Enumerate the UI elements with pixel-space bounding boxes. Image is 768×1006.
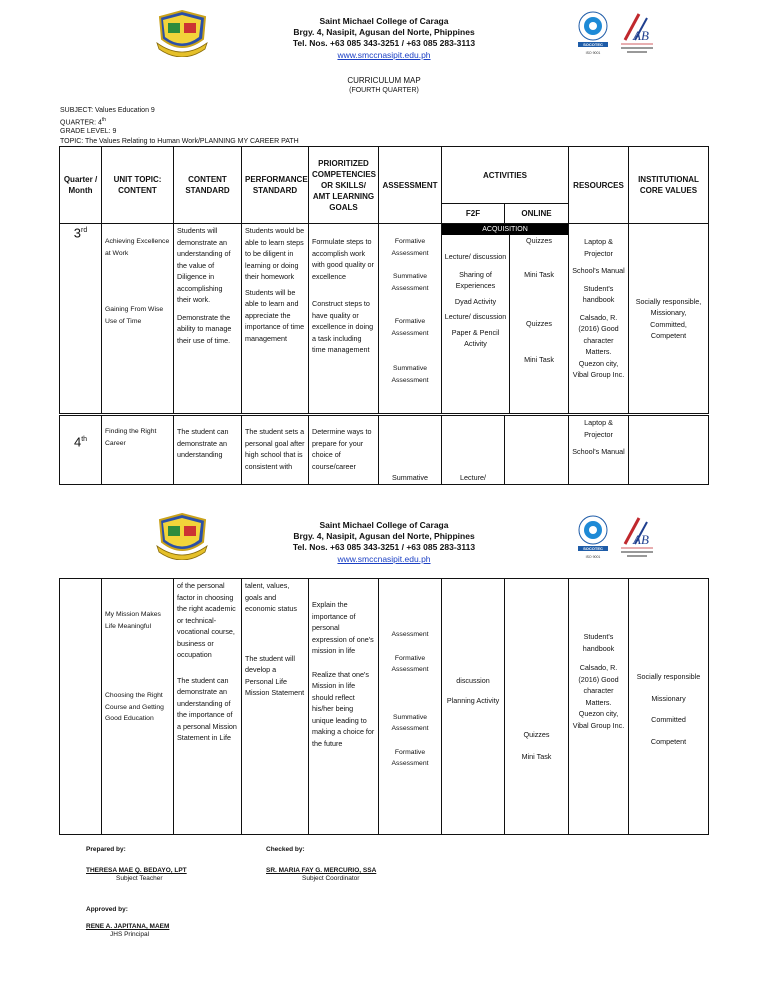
p2-quarter	[60, 579, 102, 835]
p2-content	[174, 579, 242, 835]
q4-core-values	[629, 415, 709, 485]
p2-perf-1: talent, values, goals and economic status	[245, 581, 297, 613]
quarter-4-number: 4	[73, 434, 82, 450]
p2-competencies	[309, 579, 379, 835]
p2-content-1: of the personal factor in choosing the right academic or technical-vocational course, business or occupation	[177, 581, 236, 659]
quarter-line	[60, 116, 106, 127]
pab-logo-page2	[617, 514, 657, 562]
q3-f2f-2: Sharing of Experiences	[455, 269, 496, 290]
p2-f2f-2: Planning Activity	[446, 695, 500, 705]
q3-online	[510, 235, 568, 413]
doc-title: CURRICULUM MAP	[347, 76, 421, 85]
q3-res-2: School's Manual	[572, 266, 625, 275]
q3-assess-3: Formative Assessment	[391, 318, 429, 337]
pab-logo-text: AB	[633, 28, 649, 43]
p2-f2f	[442, 579, 505, 835]
socotec-logo-text-page2: SOCOTEC	[583, 546, 603, 551]
q3-res-4: Calsado, R. (2016) Good character Matters. Quezon city, Vibal Group Inc.	[572, 312, 625, 379]
p2-performance	[242, 579, 309, 835]
q3-topics	[102, 224, 174, 415]
quarter-text: QUARTER: 4	[60, 119, 102, 127]
socotec-logo-sub-page2: ISO 9001	[585, 555, 601, 559]
q3-f2f	[442, 235, 510, 413]
q3-activities	[442, 224, 569, 415]
q3-topic-2: Gaining From Wise Use of Time	[105, 306, 164, 325]
p2-val-2: Missionary	[651, 693, 686, 703]
q4-resources	[569, 415, 629, 485]
q3-comp-2: Construct steps to have quality or excellence in doing a task including time management	[312, 299, 374, 354]
q3-core-values: Socially responsible, Missionary, Committed, Competent	[629, 224, 709, 415]
p2-assess-3: Summative Assessment	[391, 713, 429, 732]
header-activities: ACTIVITIES	[442, 147, 569, 204]
q3-assess-1: Formative Assessment	[391, 238, 429, 257]
doc-subtitle: (FOURTH QUARTER)	[349, 87, 419, 94]
curriculum-table-page1	[59, 146, 709, 485]
p2-comp-1: Explain the importance of personal expression of one's mission in life	[312, 600, 374, 655]
q3-online-4: Mini Task	[524, 354, 554, 364]
q3-resources	[569, 224, 629, 415]
q3-content-2: Demonstrate the ability to manage their use of time.	[177, 312, 232, 345]
p2-core-values	[629, 579, 709, 835]
prepared-signature	[86, 867, 187, 883]
header-f2f: F2F	[442, 204, 505, 224]
school-website-link[interactable]: www.smccnasipit.edu.ph	[337, 50, 431, 60]
q3-perf-2: Students will be able to learn and appreciate the importance of time management	[245, 287, 305, 343]
approved-signature	[86, 923, 169, 939]
school-phones: Tel. Nos. +63 085 343-3251 / +63 085 283-3113	[292, 38, 476, 48]
p2-resources	[569, 579, 629, 835]
q3-assess-2: Summative Assessment	[391, 273, 429, 292]
q3-online-2: Mini Task	[524, 269, 554, 279]
q3-assess-4: Summative Assessment	[391, 365, 429, 384]
q4-performance: The student sets a personal goal after high school that is consistent with	[242, 415, 309, 485]
q3-assessment	[379, 224, 442, 415]
approved-label: Approved by:	[86, 906, 128, 913]
quarter-3-number: 3	[73, 225, 81, 241]
q3-comp-1: Formulate steps to accomplish work with good quality or excellence	[312, 237, 374, 281]
header-resources: RESOURCES	[569, 147, 629, 224]
topic-line: TOPIC: The Values Relating to Human Work/PLANNING MY CAREER PATH	[60, 138, 299, 145]
p2-val-4: Competent	[650, 736, 687, 746]
approved-role: JHS Principal	[110, 931, 150, 938]
pab-logo-text-page2: AB	[633, 532, 649, 547]
socotec-logo-page2	[574, 514, 612, 562]
p2-f2f-1: discussion	[456, 676, 490, 685]
q3-res-1: Laptop & Projector	[584, 237, 613, 258]
quarter-4th	[60, 415, 102, 485]
acquisition-banner: ACQUISITION	[442, 224, 568, 235]
q3-f2f-5: Paper & Pencil Activity	[451, 327, 500, 348]
checked-role: Subject Coordinator	[302, 875, 360, 882]
prepared-name: THERESA MAE Q. BEDAYO, LPT	[86, 867, 187, 874]
p2-val-3: Committed	[651, 715, 686, 724]
grade-line: GRADE LEVEL: 9	[60, 128, 117, 135]
header-performance-standard: PERFORMANCE STANDARD	[242, 147, 309, 224]
socotec-logo-sub: ISO 9001	[585, 51, 601, 55]
q4-topic: Finding the Right Career	[102, 415, 174, 485]
p2-val-1: Socially responsible	[636, 672, 701, 681]
prepared-label: Prepared by:	[86, 846, 126, 853]
p2-topics	[102, 579, 174, 835]
q3-res-3: Student's handbook	[582, 283, 615, 304]
school-address: Brgy. 4, Nasipit, Agusan del Norte, Phippines	[293, 27, 475, 37]
q3-perf-1: Students would be able to learn steps to be diligent in learning or doing their homework	[245, 226, 305, 281]
q3-f2f-1: Lecture/ discussion	[444, 252, 507, 261]
header-core-values: INSTITUTIONAL CORE VALUES	[629, 147, 709, 224]
header-online: ONLINE	[505, 204, 569, 224]
p2-assess-1: Assessment	[391, 631, 429, 638]
curriculum-table-page2	[59, 578, 709, 835]
q3-content	[174, 224, 242, 415]
p2-topic-2: Choosing the Right Course and Getting Good Education	[105, 692, 164, 722]
q3-competencies	[309, 224, 379, 415]
prepared-role: Subject Teacher	[116, 875, 163, 882]
q3-content-1: Students will demonstrate an understanding of the value of Diligence in accomplishing their work.	[177, 226, 231, 304]
p2-content-2: The student can demonstrate an understanding of the importance of a personal Mission Statement in Life	[177, 675, 237, 742]
q3-f2f-3: Dyad Activity	[454, 296, 497, 306]
header-content-standard: CONTENT STANDARD	[174, 147, 242, 224]
header-quarter: Quarter / Month	[60, 147, 102, 224]
p2-assess-4: Formative Assessment	[391, 748, 429, 767]
school-address-page2: Brgy. 4, Nasipit, Agusan del Norte, Phippines	[293, 531, 475, 541]
q4-content: The student can demonstrate an understanding	[174, 415, 242, 485]
quarter-sup: th	[101, 117, 107, 123]
quarter-3-sup: rd	[81, 227, 88, 234]
p2-res-1: Student's handbook	[582, 632, 615, 653]
subject-line: SUBJECT: Values Education 9	[60, 107, 155, 114]
checked-name: SR. MARIA FAY G. MERCURIO, SSA	[266, 867, 377, 874]
q3-online-1: Quizzes	[526, 236, 552, 245]
p2-online-1: Quizzes	[523, 730, 550, 739]
p2-assess-2: Formative Assessment	[391, 654, 429, 673]
school-website-link-page2[interactable]: www.smccnasipit.edu.ph	[337, 554, 431, 564]
header-assessment: ASSESSMENT	[379, 147, 442, 224]
p2-topic-1: My Mission Makes Life Meaningful	[105, 611, 161, 630]
p2-online	[505, 579, 569, 835]
q3-online-3: Quizzes	[526, 319, 552, 328]
q4-assessment: Summative	[379, 415, 442, 485]
checked-label: Checked by:	[266, 846, 305, 853]
q3-f2f-4: Lecture/ discussion	[444, 312, 507, 321]
school-name-page2: Saint Michael College of Caraga	[319, 520, 449, 530]
p2-online-2: Mini Task	[521, 751, 552, 761]
q4-res-1: Laptop & Projector	[584, 418, 613, 439]
header-unit-topic: UNIT TOPIC: CONTENT	[102, 147, 174, 224]
school-phones-page2: Tel. Nos. +63 085 343-3251 / +63 085 283-3113	[292, 542, 476, 552]
p2-comp-2: Realize that one's Mission in life should reflect his/her being unique leading to making a choice for the future	[312, 669, 375, 748]
q3-topic-1: Achieving Excellence at Work	[105, 238, 170, 257]
pab-logo	[617, 10, 657, 58]
quarter-3rd	[60, 224, 102, 415]
school-name: Saint Michael College of Caraga	[319, 16, 449, 26]
quarter-4-sup: th	[81, 436, 88, 443]
q4-competencies: Determine ways to prepare for your choice of course/career	[309, 415, 379, 485]
checked-signature	[266, 867, 376, 883]
socotec-logo	[574, 10, 612, 58]
q4-res-2: School's Manual	[572, 447, 625, 456]
q3-performance	[242, 224, 309, 415]
p2-res-2: Calsado, R. (2016) Good character Matters. Quezon city, Vibal Group Inc.	[572, 663, 625, 730]
socotec-logo-text: SOCOTEC	[583, 42, 603, 47]
header-competencies: PRIORITIZED COMPETENCIES OR SKILLS/ AMT LEARNING GOALS	[309, 147, 379, 224]
p2-perf-2: The student will develop a Personal Life Mission Statement	[245, 653, 305, 697]
q4-f2f: Lecture/	[442, 415, 505, 485]
q4-online	[505, 415, 569, 485]
approved-name: RENE A. JAPITANA, MAEM	[86, 923, 170, 930]
p2-assessment	[379, 579, 442, 835]
